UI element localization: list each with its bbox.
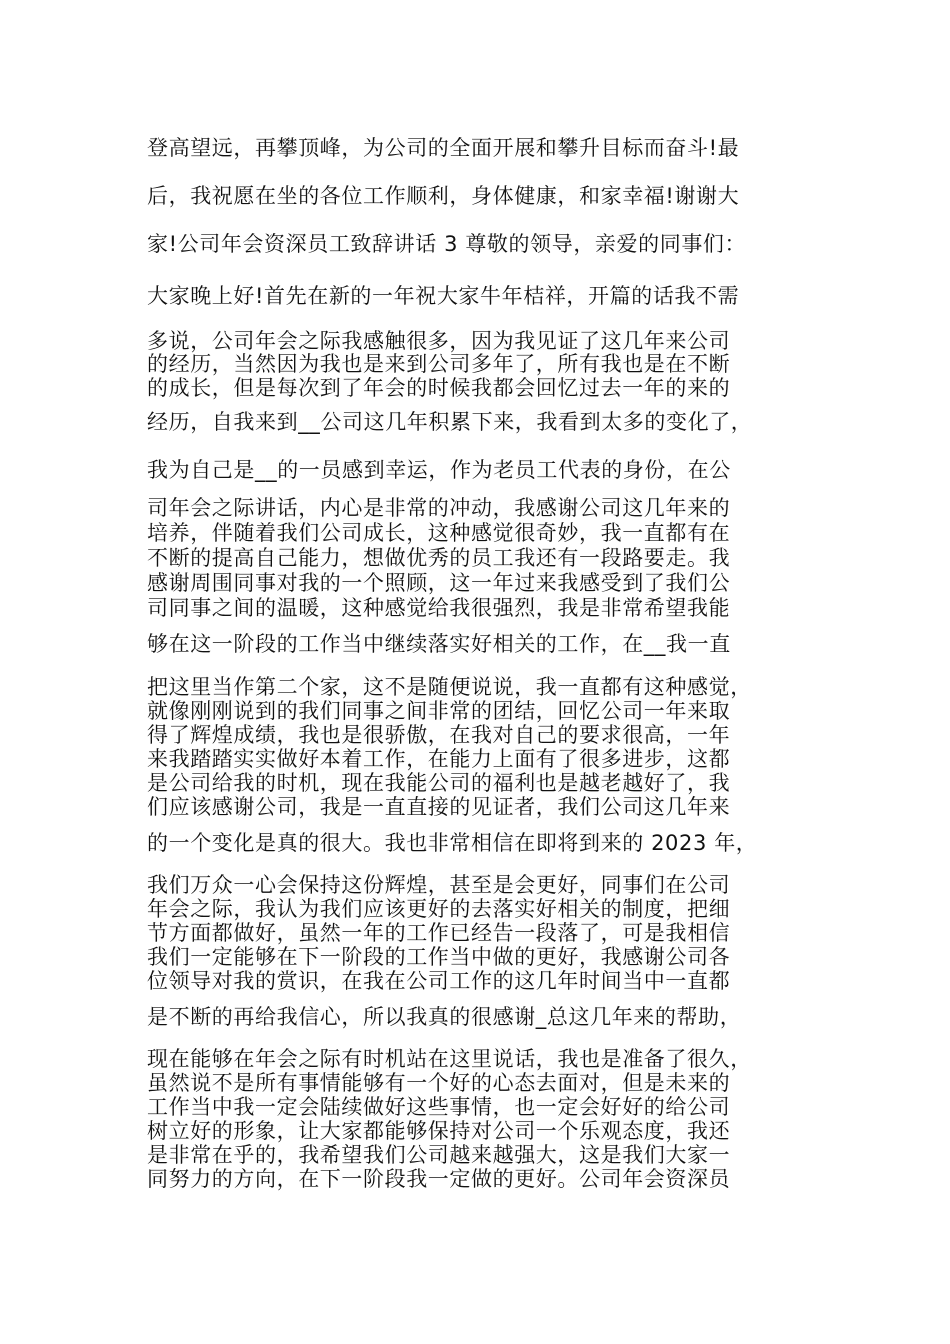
text-line: 司年会之际讲话，内心是非常的冲动，我感谢公司这几年来的 <box>147 496 731 520</box>
text-line: 后，我祝愿在坐的各位工作顺利，身体健康，和家幸福!谢谢大 <box>147 184 740 208</box>
text-line: 我为自己是__的一员感到幸运，作为老员工代表的身份，在公 <box>147 458 731 482</box>
text-line: 够在这一阶段的工作当中继续落实好相关的工作，在__我一直 <box>147 632 731 656</box>
text-line: 树立好的形象，让大家都能够保持对公司一个乐观态度，我还 <box>147 1119 731 1143</box>
text-line: 把这里当作第二个家，这不是随便说说，我一直都有这种感觉， <box>147 675 752 699</box>
text-line: 的一个变化是真的很大。我也非常相信在即将到来的 2023 年， <box>147 831 758 855</box>
text-line: 们应该感谢公司，我是一直直接的见证者，我们公司这几年来 <box>147 795 731 819</box>
text-line: 司同事之间的温暖，这种感觉给我很强烈，我是非常希望我能 <box>147 596 731 620</box>
text-line: 虽然说不是所有事情能够有一个好的心态去面对，但是未来的 <box>147 1071 731 1095</box>
text-line: 我们万众一心会保持这份辉煌，甚至是会更好，同事们在公司 <box>147 873 731 897</box>
text-line: 登高望远，再攀顶峰，为公司的全面开展和攀升目标而奋斗!最 <box>147 136 740 160</box>
text-line: 现在能够在年会之际有时机站在这里说话，我也是准备了很久， <box>147 1047 752 1071</box>
text-line: 我们一定能够在下一阶段的工作当中做的更好，我感谢公司各 <box>147 945 731 969</box>
text-line: 是不断的再给我信心，所以我真的很感谢_总这几年来的帮助， <box>147 1005 742 1029</box>
text-line: 的成长，但是每次到了年会的时候我都会回忆过去一年的来的 <box>147 376 731 400</box>
text-line: 多说，公司年会之际我感触很多，因为我见证了这几年来公司 <box>147 329 731 353</box>
text-line: 工作当中我一定会陆续做好这些事情，也一定会好好的给公司 <box>147 1095 731 1119</box>
text-line: 家!公司年会资深员工致辞讲话 3 尊敬的领导，亲爱的同事们： <box>147 232 747 256</box>
text-line: 是公司给我的时机，现在我能公司的福利也是越老越好了，我 <box>147 771 731 795</box>
text-line: 感谢周围同事对我的一个照顾，这一年过来我感受到了我们公 <box>147 571 731 595</box>
text-line: 是非常在乎的，我希望我们公司越来越强大，这是我们大家一 <box>147 1143 731 1167</box>
text-line: 节方面都做好，虽然一年的工作已经告一段落了，可是我相信 <box>147 921 731 945</box>
text-line: 不断的提高自己能力，想做优秀的员工我还有一段路要走。我 <box>147 546 731 570</box>
text-line: 来我踏踏实实做好本着工作，在能力上面有了很多进步，这都 <box>147 747 731 771</box>
text-line: 同努力的方向，在下一阶段我一定做的更好。公司年会资深员 <box>147 1167 731 1191</box>
text-line: 年会之际，我认为我们应该更好的去落实好相关的制度，把细 <box>147 897 731 921</box>
text-line: 培养，伴随着我们公司成长，这种感觉很奇妙，我一直都有在 <box>147 521 731 545</box>
text-line: 位领导对我的赏识，在我在公司工作的这几年时间当中一直都 <box>147 969 731 993</box>
text-line: 经历，自我来到__公司这几年积累下来，我看到太多的变化了， <box>147 410 753 434</box>
text-line: 得了辉煌成绩，我也是很骄傲，在我对自己的要求很高，一年 <box>147 723 731 747</box>
text-line: 的经历，当然因为我也是来到公司多年了，所有我也是在不断 <box>147 352 731 376</box>
text-line: 大家晚上好!首先在新的一年祝大家牛年桔祥，开篇的话我不需 <box>147 284 740 308</box>
text-line: 就像刚刚说到的我们同事之间非常的团结，回忆公司一年来取 <box>147 699 731 723</box>
